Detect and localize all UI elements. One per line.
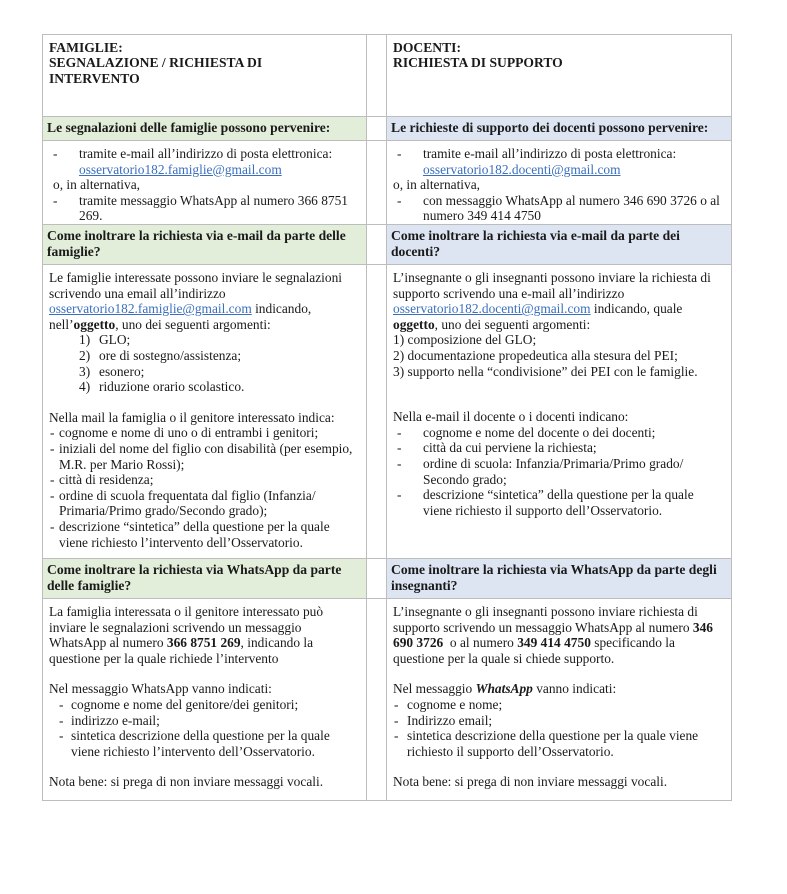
channel-text: tramite e-mail all’indirizzo di posta elettronica: bbox=[423, 146, 677, 161]
topic-number: 2) bbox=[79, 347, 91, 363]
families-email-link-2[interactable]: osservatorio182.famiglie@gmail.com bbox=[49, 301, 252, 317]
email-header-row bbox=[43, 225, 732, 265]
column-gap bbox=[367, 265, 387, 559]
teachers-whatsapp-header: Come inoltrare la richiesta via WhatsApp da parte degli insegnanti? bbox=[387, 559, 731, 598]
families-channel-email bbox=[49, 146, 360, 177]
teachers-channels-header-cell bbox=[387, 117, 732, 141]
field-item: - Indirizzo email; bbox=[393, 713, 725, 729]
families-email-link[interactable]: osservatorio182.famiglie@gmail.com bbox=[79, 161, 282, 177]
teachers-topics-list bbox=[393, 332, 725, 379]
intro-text: Nel messaggio bbox=[393, 681, 476, 697]
intro-text: L’insegnante o gli insegnanti possono inviare la richiesta di supporto scrivendo una e-mail all’indirizzo bbox=[393, 270, 711, 301]
teachers-channel-whatsapp: - con messaggio WhatsApp al numero 346 690 3726 o al numero 349 414 4750 bbox=[393, 193, 725, 224]
topic-item bbox=[49, 379, 360, 395]
intro-text: Le famiglie interessate possono inviare le segnalazioni scrivendo una email all’indirizzo bbox=[49, 270, 343, 301]
teachers-channels-cell bbox=[387, 141, 732, 225]
topic-item: 3) supporto nella “condivisione” dei PEI con le famiglie. bbox=[393, 363, 698, 379]
teachers-title-line: DOCENTI: bbox=[393, 40, 461, 55]
families-whatsapp-fields-intro: Nel messaggio WhatsApp vanno indicati: bbox=[49, 681, 272, 697]
title-row bbox=[43, 35, 732, 117]
field-item: - descrizione “sintetica” della questione per la quale viene richiesto il supporto dell’Osservatorio. bbox=[393, 487, 725, 518]
subject-keyword: oggetto bbox=[73, 316, 116, 332]
teachers-email-header-cell bbox=[387, 225, 732, 265]
families-whatsapp-header-cell bbox=[43, 559, 367, 599]
families-email-header: Come inoltrare la richiesta via e-mail da parte delle famiglie? bbox=[43, 225, 366, 264]
field-item: - ordine di scuola: Infanzia/Primaria/Primo grado/ Secondo grado; bbox=[393, 456, 725, 487]
column-gap bbox=[367, 117, 387, 141]
families-title bbox=[43, 35, 366, 116]
column-gap bbox=[367, 35, 387, 117]
families-topics-list bbox=[49, 332, 360, 394]
intro-text: vanno indicati: bbox=[532, 681, 617, 697]
channels-body-row bbox=[43, 141, 732, 225]
families-channels-list bbox=[49, 146, 360, 177]
topic-number: 3) bbox=[79, 363, 91, 379]
families-email-cell bbox=[43, 265, 367, 559]
topic-item: 1) composizione del GLO; bbox=[393, 332, 537, 348]
teachers-fields-intro: Nella e-mail il docente o i docenti indicano: bbox=[393, 409, 629, 425]
field-item: - descrizione “sintetica” della questione per la quale viene richiesto l’intervento dell’Osservatorio. bbox=[49, 519, 360, 550]
teachers-note: Nota bene: si prega di non inviare messaggi vocali. bbox=[393, 774, 668, 790]
topic-item bbox=[49, 364, 360, 380]
families-email-intro bbox=[49, 270, 360, 332]
email-body-row bbox=[43, 265, 732, 559]
families-title-line: FAMIGLIE: bbox=[49, 40, 123, 55]
families-note: Nota bene: si prega di non inviare messaggi vocali. bbox=[49, 774, 324, 790]
column-gap bbox=[367, 559, 387, 599]
families-fields-intro: Nella mail la famiglia o il genitore interessato indica: bbox=[49, 409, 335, 425]
intro-text: La famiglia interessata o il genitore interessato può inviare le segnalazioni scrivendo un messaggio WhatsApp al numero bbox=[49, 604, 324, 651]
intro-text: specificando la questione per la quale si chiede supporto. bbox=[393, 635, 675, 666]
families-channels-header-cell bbox=[43, 117, 367, 141]
families-whatsapp-cell bbox=[43, 599, 367, 801]
topic-item bbox=[49, 332, 360, 348]
teachers-email-link-2[interactable]: osservatorio182.docenti@gmail.com bbox=[393, 301, 591, 317]
whatsapp-header-row bbox=[43, 559, 732, 599]
families-channels-header: Le segnalazioni delle famiglie possono pervenire: bbox=[43, 117, 366, 140]
field-item: - indirizzo e-mail; bbox=[55, 713, 360, 729]
whatsapp-body-row bbox=[43, 599, 732, 801]
teachers-whatsapp-cell bbox=[387, 599, 732, 801]
topic-text: GLO; bbox=[99, 332, 131, 348]
families-phone-number: 366 8751 269 bbox=[166, 635, 241, 651]
topic-item bbox=[49, 348, 360, 364]
field-item: - iniziali del nome del figlio con disabilità (per esempio, M.R. per Mario Rossi); bbox=[49, 441, 360, 472]
teachers-whatsapp-fields bbox=[393, 697, 725, 759]
teachers-channel-email bbox=[393, 146, 725, 177]
families-title-cell bbox=[43, 35, 367, 117]
column-gap bbox=[367, 225, 387, 265]
families-whatsapp-fields bbox=[49, 697, 360, 759]
subject-keyword: oggetto bbox=[393, 316, 435, 332]
families-title-line: INTERVENTO bbox=[49, 70, 140, 86]
families-channels-list-2 bbox=[49, 193, 360, 224]
families-email-header-cell bbox=[43, 225, 367, 265]
teachers-phone-number-2: 349 414 4750 bbox=[517, 635, 591, 651]
intro-text: indicando, quale bbox=[590, 301, 683, 317]
families-title-line: SEGNALAZIONE / RICHIESTA DI bbox=[49, 55, 263, 71]
field-item: - cognome e nome; bbox=[393, 697, 725, 713]
teachers-phone-number-1: 346 690 3726 bbox=[393, 619, 713, 651]
teachers-email-header: Come inoltrare la richiesta via e-mail da parte dei docenti? bbox=[387, 225, 731, 264]
alternative-text: o, in alternativa, bbox=[53, 177, 141, 193]
topic-number: 4) bbox=[79, 379, 91, 395]
column-gap bbox=[367, 141, 387, 225]
families-whatsapp-header: Come inoltrare la richiesta via WhatsApp da parte delle famiglie? bbox=[43, 559, 366, 598]
teachers-title-line: RICHIESTA DI SUPPORTO bbox=[393, 55, 563, 71]
field-item: - cognome e nome del genitore/dei genitori; bbox=[55, 697, 360, 713]
channels-header-row bbox=[43, 117, 732, 141]
intro-text: indicando, nell’ bbox=[49, 301, 312, 332]
families-whatsapp-intro bbox=[49, 604, 360, 666]
teachers-channels-list-2 bbox=[393, 193, 725, 224]
channel-text: tramite e-mail all’indirizzo di posta elettronica: bbox=[79, 146, 333, 161]
topic-text: ore di sostegno/assistenza; bbox=[99, 347, 242, 363]
teachers-email-link[interactable]: osservatorio182.docenti@gmail.com bbox=[423, 161, 621, 177]
alternative-text: o, in alternativa, bbox=[393, 177, 481, 193]
field-item: - città di residenza; bbox=[49, 472, 360, 488]
intro-text: o al numero bbox=[443, 635, 518, 651]
intro-text: L’insegnante o gli insegnanti possono inviare richiesta di supporto scrivendo un messaggio WhatsApp al numero bbox=[393, 604, 698, 635]
teachers-email-intro bbox=[393, 270, 725, 332]
teachers-title bbox=[387, 35, 731, 116]
intro-text: , uno dei seguenti argomenti: bbox=[115, 316, 271, 332]
topic-text: esonero; bbox=[99, 363, 145, 379]
teachers-whatsapp-intro bbox=[393, 604, 725, 666]
field-item: - città da cui perviene la richiesta; bbox=[393, 440, 725, 456]
field-item: - sintetica descrizione della questione per la quale viene richiesto l’intervento dell’Osservatorio. bbox=[55, 728, 360, 759]
teachers-email-cell bbox=[387, 265, 732, 559]
teachers-whatsapp-header-cell bbox=[387, 559, 732, 599]
teachers-email-fields bbox=[393, 425, 725, 519]
teachers-title-cell bbox=[387, 35, 732, 117]
field-item: - cognome e nome del docente o dei docenti; bbox=[393, 425, 725, 441]
intro-text: , indicando la questione per la quale richiede l’intervento bbox=[49, 635, 314, 666]
families-channel-whatsapp: - tramite messaggio WhatsApp al numero 366 8751 269. bbox=[49, 193, 360, 224]
column-gap bbox=[367, 599, 387, 801]
field-item: - sintetica descrizione della questione per la quale viene richiesto il supporto dell’Osservatorio. bbox=[393, 728, 725, 759]
field-item: - cognome e nome di uno o di entrambi i genitori; bbox=[49, 425, 360, 441]
info-table bbox=[42, 34, 732, 801]
families-email-fields bbox=[49, 425, 360, 550]
intro-text: , uno dei seguenti argomenti: bbox=[434, 316, 591, 332]
whatsapp-emphasis: WhatsApp bbox=[475, 681, 533, 697]
topic-item: 2) documentazione propedeutica alla stesura del PEI; bbox=[393, 347, 678, 363]
field-item: - ordine di scuola frequentata dal figlio (Infanzia/ Primaria/Primo grado/Secondo grado); bbox=[49, 488, 360, 519]
topic-text: riduzione orario scolastico. bbox=[99, 379, 245, 395]
teachers-whatsapp-fields-intro bbox=[393, 681, 725, 697]
teachers-channels-list bbox=[393, 146, 725, 177]
families-channels-cell bbox=[43, 141, 367, 225]
topic-number: 1) bbox=[79, 332, 91, 348]
teachers-channels-header: Le richieste di supporto dei docenti possono pervenire: bbox=[387, 117, 731, 140]
